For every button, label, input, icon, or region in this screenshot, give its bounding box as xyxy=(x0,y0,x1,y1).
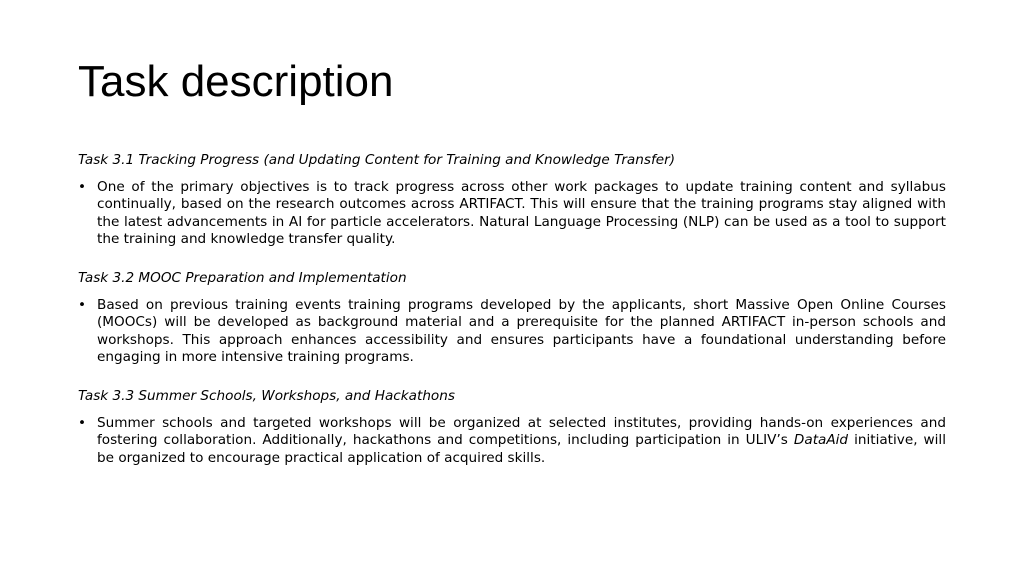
bullet-text xyxy=(97,415,946,468)
bullet-item xyxy=(78,297,946,367)
task-list xyxy=(78,152,946,488)
task-3-1 xyxy=(78,152,946,249)
task-heading: Task 3.2 MOOC Preparation and Implementation xyxy=(78,269,407,286)
dataaid-emphasis: DataAid xyxy=(793,432,849,449)
slide-title: Task description xyxy=(78,57,394,106)
bullet-icon: • xyxy=(78,296,87,313)
bullet-text: One of the primary objectives is to track progress across other work packages to update training content and syllabus continually, based on the research outcomes across ARTIFACT. This will ensure that the training programs stay aligned with the latest advancements in AI for particle accelerators. Natural Language Processing (NLP) can be used as a tool to support the training and knowledge transfer quality. xyxy=(97,178,946,248)
task-heading: Task 3.1 Tracking Progress (and Updating Content for Training and Knowledge Transfer) xyxy=(78,152,676,168)
bullet-item xyxy=(78,179,946,249)
bullet-icon: • xyxy=(78,178,87,195)
bullet-text: Based on previous training events training programs developed by the applicants, short Massive Open Online Courses (MOOCs) will be developed as background material and a prerequisite for the planned ARTIFACT in-person schools and workshops. This approach enhances accessibility and ensures participants have a foundational understanding before engaging in more intensive training programs. xyxy=(97,296,946,366)
bullet-item xyxy=(78,415,946,468)
task-heading: Task 3.3 Summer Schools, Workshops, and Hackathons xyxy=(78,387,455,404)
bullet-icon: • xyxy=(78,414,87,431)
bullet-text-part: initiative, will be organized to encourage practical application of acquired skills. xyxy=(97,432,946,466)
task-3-3 xyxy=(78,388,946,467)
bullet-text-part: Summer schools and targeted workshops will be organized at selected institutes, providing hands-on experiences and fostering collaboration. Additionally, hackathons and competitions, including participation in ULIV’s xyxy=(97,414,946,449)
task-3-2 xyxy=(78,270,946,367)
